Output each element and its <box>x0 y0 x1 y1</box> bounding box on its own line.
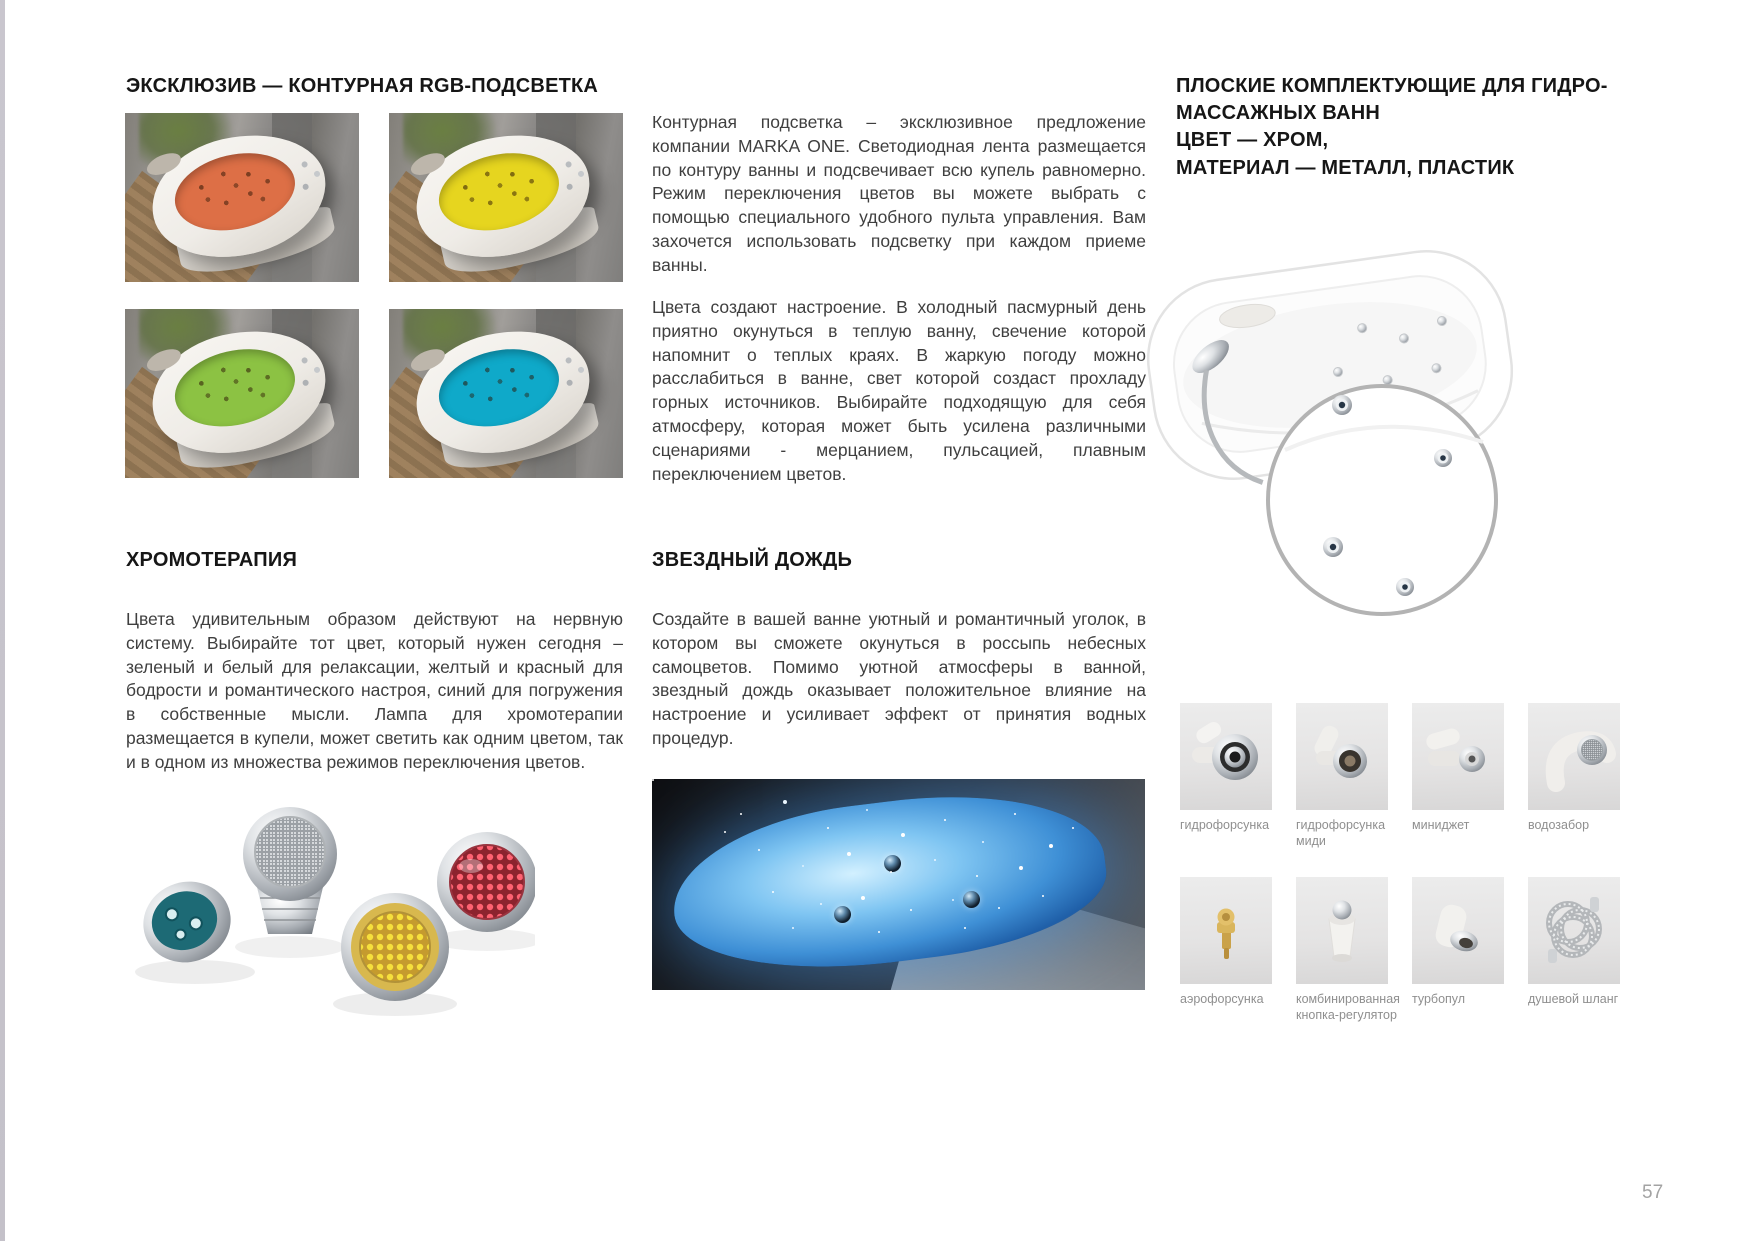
star-rain-photo <box>652 779 1145 990</box>
component-photo-hydrojet-midi <box>1296 703 1388 810</box>
magnified-jet <box>1434 449 1452 467</box>
page-edge-strip <box>0 0 5 1241</box>
section-title-star: ЗВЕЗДНЫЙ ДОЖДЬ <box>652 549 853 571</box>
red-led-lamp <box>437 832 535 932</box>
component-label: комбинированная кнопка-регулятор <box>1296 992 1400 1022</box>
chromo-paragraph: Цвета удивительным образом действуют на нервную систему. Выбирайте тот цвет, который нужен сегодня – зеленый и белый для релаксации, желтый и красный для бодрости и романтического настроя, синий для погружения в собственные мысли. Лампа для хромотерапии размещается в купели, может светить как одним цветом, так и в одном из множества режимов переключения цветов. <box>126 609 623 772</box>
component-label: водозабор <box>1528 818 1590 832</box>
component-label: аэрофорсунка <box>1180 992 1264 1006</box>
magnified-jet <box>1332 395 1352 415</box>
component-photo-water-intake <box>1528 703 1620 810</box>
component-label: турбопул <box>1412 992 1466 1006</box>
magnified-jet <box>1323 537 1343 557</box>
component-photo-minijet <box>1412 703 1504 810</box>
teal-lamp <box>133 870 241 973</box>
star-paragraph: Создайте в вашей ванне уютный и романтичный уголок, в котором вы сможете окунуться в россыпь небесных самоцветов. Помимо уютной атмосферы в ванной, звездный дождь оказывает положительное влияние на настроение и усиливает эффект от принятия водных процедур. <box>652 609 1146 748</box>
gold-led-lamp <box>341 893 449 1001</box>
jet <box>884 855 901 872</box>
magnifier-circle <box>1268 386 1496 614</box>
component-photo-combo-button-regulator <box>1296 877 1388 984</box>
star-dots <box>652 779 654 781</box>
component-photo-turbopool <box>1412 877 1504 984</box>
component-label: гидрофорсунка миди <box>1296 818 1386 848</box>
section-title-components <box>1176 73 1608 182</box>
component-label: душевой шланг <box>1528 992 1619 1006</box>
title-line: ПЛОСКИЕ КОМПЛЕКТУЮЩИЕ ДЛЯ ГИДРО- <box>1176 75 1608 97</box>
tub-photo-yellow <box>389 113 623 282</box>
component-label: миниджет <box>1412 818 1470 832</box>
hydromassage-tub-photo <box>1135 225 1695 625</box>
component-photo-shower-hose <box>1528 877 1620 984</box>
magnified-jet <box>1396 578 1414 596</box>
rgb-paragraph-1: Контурная подсветка – эксклюзивное предложение компании MARKA ONE. Светодиодная лента размещается по контуру ванны и подсвечивает всю купель равномерно. Режим переключения цветов вы можете выбрать с помощью специального удобного пульта управления. Вам захочется использовать подсветку при каждом приеме ванны. <box>652 112 1146 275</box>
jet <box>834 906 851 923</box>
component-photo-aerojet <box>1180 877 1272 984</box>
section-title-chromo: ХРОМОТЕРАПИЯ <box>126 549 298 571</box>
title-line: МАТЕРИАЛ — МЕТАЛЛ, ПЛАСТИК <box>1176 156 1515 179</box>
tub-photo-orange <box>125 113 359 282</box>
rgb-paragraph-2: Цвета создают настроение. В холодный пасмурный день приятно окунуться в теплую ванну, свечение которой напомнит о теплых краях. В жаркую погоду можно расслабиться в ванне, свет которой создаст прохладу горных источников. Выбирайте подходящую для себя атмосферу, которая может быть усилена различными сценариями - мерцанием, пульсацией, плавным переключением цветов. <box>652 297 1146 484</box>
tub-photo-cyan <box>389 309 623 478</box>
component-label: гидрофорсунка <box>1180 818 1270 832</box>
chromo-lamps-photo <box>115 782 535 1017</box>
component-photo-hydrojet <box>1180 703 1272 810</box>
title-line: МАССАЖНЫХ ВАНН <box>1176 102 1381 125</box>
section-title-rgb: ЭКСКЛЮЗИВ — КОНТУРНАЯ RGB-ПОДСВЕТКА <box>126 75 599 97</box>
jet <box>963 891 980 908</box>
tub-photo-green <box>125 309 359 478</box>
title-line: ЦВЕТ — ХРОМ, <box>1176 129 1329 152</box>
page-number: 57 <box>1642 1182 1664 1203</box>
chrome-mesh-lamp <box>243 807 337 934</box>
